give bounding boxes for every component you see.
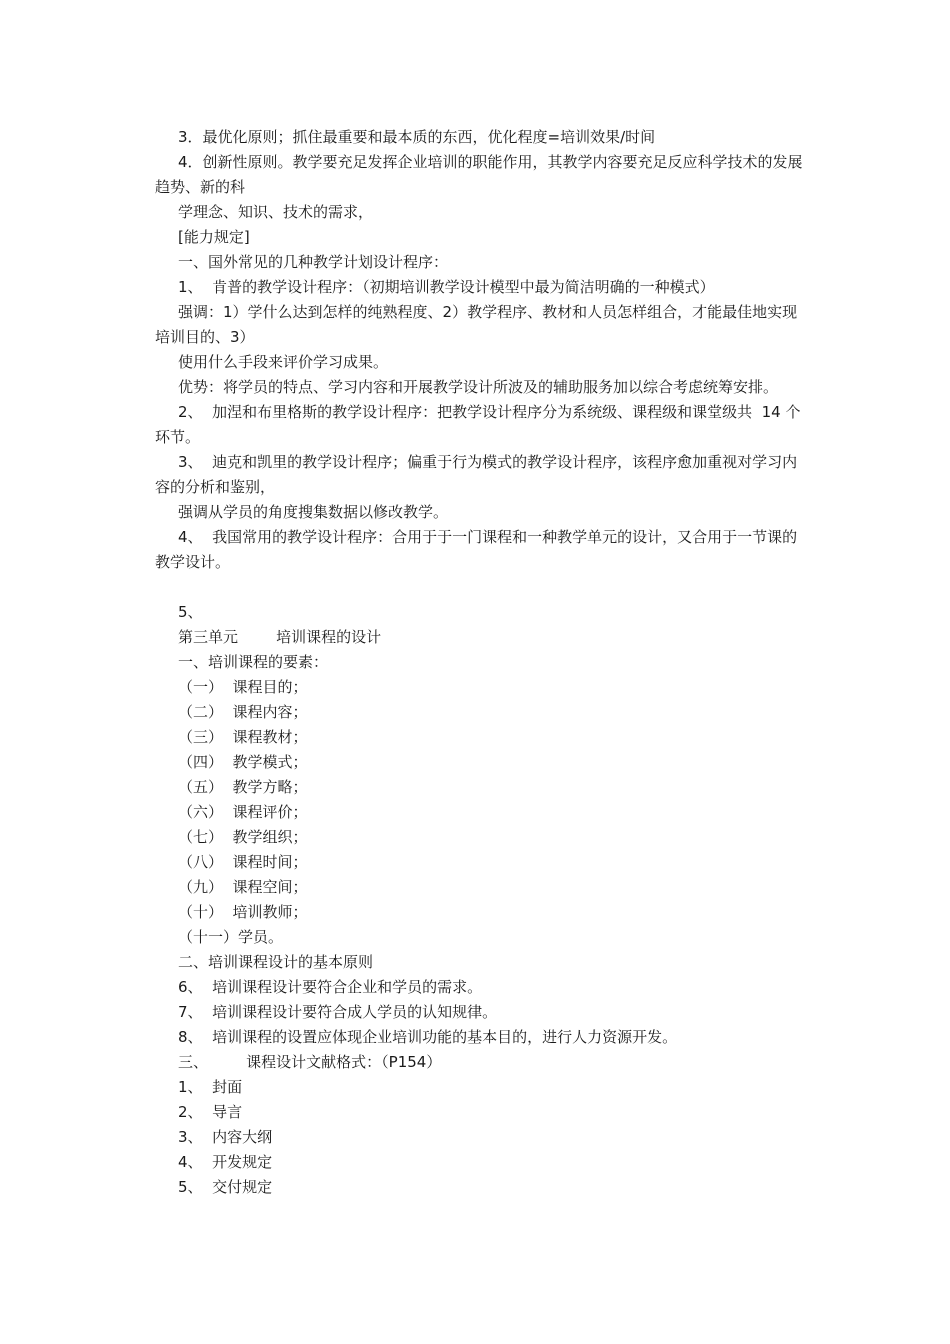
- heading-foreign-programs: 一、国外常见的几种教学计划设计程序：: [178, 253, 449, 271]
- element-item-1: （一） 课程目的；: [178, 678, 308, 696]
- paragraph-principle-4: 4．创新性原则。教学要充足发挥企业培训的职能作用，其教学内容要充足反应科学技术的发展趋势、新的科: [155, 153, 803, 196]
- element-item-5: （五） 教学方略；: [178, 778, 308, 796]
- unit-title: 第三单元 培训课程的设计: [178, 628, 382, 646]
- format-item-4: 4、 开发规定: [178, 1153, 273, 1171]
- paragraph-dick-carey-cont: 强调从学员的角度搜集数据以修改教学。: [178, 503, 449, 521]
- element-item-3: （三） 课程教材；: [178, 728, 308, 746]
- format-item-3: 3、 内容大纲: [178, 1128, 273, 1146]
- format-item-1: 1、 封面: [178, 1078, 243, 1096]
- list-item-gagne-briggs: 2、 加涅和布里格斯的教学设计程序：把教学设计程序分为系统级、课程级和课堂级共 14 个环节。: [155, 403, 801, 446]
- principle-item-7: 7、 培训课程设计要符合成人学员的认知规律。: [178, 1003, 498, 1021]
- list-item-5: 5、: [178, 603, 203, 621]
- principle-item-8: 8、 培训课程的设置应体现企业培训功能的基本目的，进行人力资源开发。: [178, 1028, 678, 1046]
- paragraph-emphasis-cont: 使用什么手段来评价学习成果。: [178, 353, 389, 371]
- list-item-kemp: 1、 肯普的教学设计程序：（初期培训教学设计模型中最为简洁明确的一种模式）: [178, 278, 715, 296]
- element-item-11: （十一）学员。: [178, 928, 284, 946]
- paragraph-principle-4-cont: 学理念、知识、技术的需求，: [178, 203, 374, 221]
- principle-item-6: 6、 培训课程设计要符合企业和学员的需求。: [178, 978, 483, 996]
- element-item-6: （六） 课程评价；: [178, 803, 308, 821]
- document-body: [155, 125, 810, 1200]
- paragraph-advantage: 优势：将学员的特点、学习内容和开展教学设计所波及的辅助服务加以综合考虑统筹安排。: [178, 378, 779, 396]
- element-item-7: （七） 教学组织；: [178, 828, 308, 846]
- heading-design-principles: 二、培训课程设计的基本原则: [178, 953, 374, 971]
- format-item-5: 5、 交付规定: [178, 1178, 273, 1196]
- list-item-dick-carey: 3、 迪克和凯里的教学设计程序；偏重于行为模式的教学设计程序，该程序愈加重视对学习内容的分析和鉴别，: [155, 453, 798, 496]
- list-item-domestic: 4、 我国常用的教学设计程序：合用于于一门课程和一种教学单元的设计，又合用于一节课的教学设计。: [155, 528, 798, 571]
- blank-line: [155, 575, 810, 600]
- format-item-2: 2、 导言: [178, 1103, 243, 1121]
- element-item-8: （八） 课程时间；: [178, 853, 308, 871]
- heading-document-format: 三、 课程设计文献格式：（P154）: [178, 1053, 442, 1071]
- section-heading-ability: [能力规定]: [178, 228, 250, 246]
- paragraph-emphasis: 强调：1）学什么达到怎样的纯熟程度、2）教学程序、教材和人员怎样组合，才能最佳地实现培训目的、3）: [155, 303, 798, 346]
- element-item-4: （四） 教学模式；: [178, 753, 308, 771]
- heading-course-elements: 一、培训课程的要素：: [178, 653, 329, 671]
- element-item-10: （十） 培训教师；: [178, 903, 308, 921]
- paragraph-principle-3: 3．最优化原则；抓住最重要和最本质的东西，优化程度=培训效果/时间: [178, 128, 656, 146]
- element-item-9: （九） 课程空间；: [178, 878, 308, 896]
- element-item-2: （二） 课程内容；: [178, 703, 308, 721]
